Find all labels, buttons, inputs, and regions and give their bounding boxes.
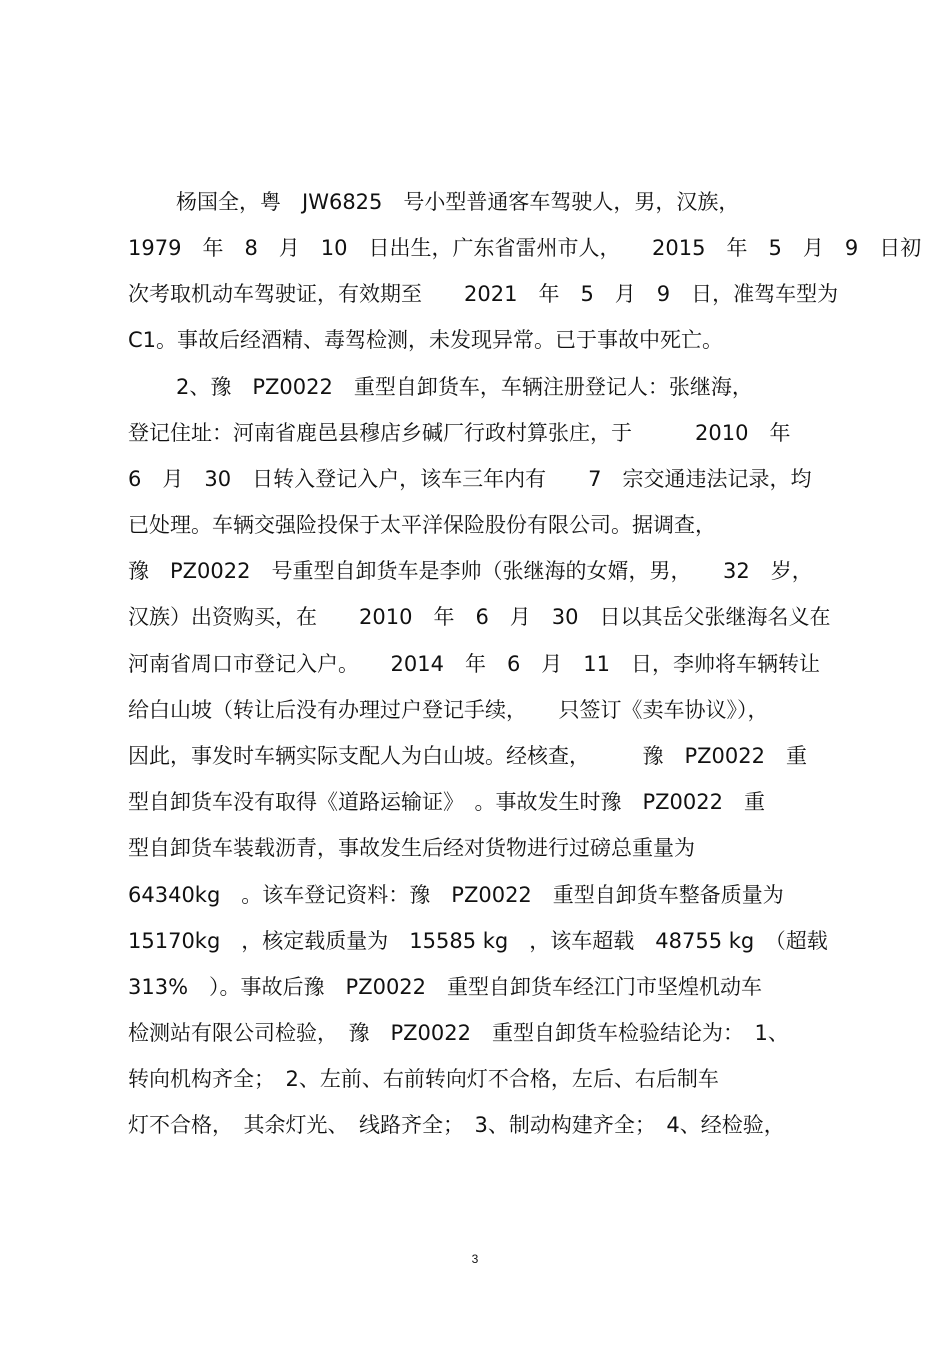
paragraph-line: 杨国全，粤 JW6825 号小型普通客车驾驶人，男，汉族，: [176, 190, 740, 214]
paragraph-line: 灯不合格， 其余灯光、 线路齐全； 3、制动构建齐全； 4、经检验，: [128, 1113, 785, 1137]
paragraph-line: 登记住址：河南省鹿邑县穆店乡碱厂行政村算张庄，于 2010 年: [128, 421, 791, 445]
paragraph-line: 转向机构齐全； 2、左前、右前转向灯不合格，左后、右后制车: [128, 1067, 719, 1091]
paragraph-line: 型自卸货车装载沥青，事故发生后经对货物进行过磅总重量为: [128, 836, 695, 860]
paragraph-line: 型自卸货车没有取得《道路运输证》 。事故发生时豫 PZ0022 重: [128, 790, 765, 814]
paragraph-line: 已处理。车辆交强险投保于太平洋保险股份有限公司。据调查，: [128, 513, 716, 537]
paragraph-line: 豫 PZ0022 号重型自卸货车是李帅（张继海的女婿，男， 32 岁，: [128, 559, 813, 583]
paragraph-line: 河南省周口市登记入户。 2014 年 6 月 11 日，李帅将车辆转让: [128, 652, 821, 676]
paragraph-line: 汉族）出资购买，在 2010 年 6 月 30 日以其岳父张继海名义在: [128, 605, 831, 629]
paragraph-line: 检测站有限公司检验， 豫 PZ0022 重型自卸货车检验结论为： 1、: [128, 1021, 789, 1045]
paragraph-line: 1979 年 8 月 10 日出生，广东省雷州市人， 2015 年 5 月 9 日初: [128, 236, 922, 260]
paragraph-line: 313% ）。事故后豫 PZ0022 重型自卸货车经江门市坚煌机动车: [128, 975, 763, 999]
paragraph-line: 因此，事发时车辆实际支配人为白山坡。经核查， 豫 PZ0022 重: [128, 744, 807, 768]
paragraph-line: 15170kg ，核定载质量为 15585 kg ，该车超载 48755 kg （超载: [128, 929, 828, 953]
paragraph-line: 2、豫 PZ0022 重型自卸货车，车辆注册登记人：张继海，: [176, 375, 753, 399]
paragraph-line: 次考取机动车驾驶证，有效期至 2021 年 5 月 9 日，准驾车型为: [128, 282, 839, 306]
paragraph-line: 64340kg 。该车登记资料：豫 PZ0022 重型自卸货车整备质量为: [128, 883, 784, 907]
paragraph-line: 给白山坡（转让后没有办理过户登记手续， 只签订《卖车协议》），: [128, 698, 769, 722]
page-number: 3: [471, 1252, 479, 1266]
paragraph-line: C1。事故后经酒精、毒驾检测，未发现异常。已于事故中死亡。: [128, 328, 724, 352]
paragraph-line: 6 月 30 日转入登记入户，该车三年内有 7 宗交通违法记录，均: [128, 467, 812, 491]
